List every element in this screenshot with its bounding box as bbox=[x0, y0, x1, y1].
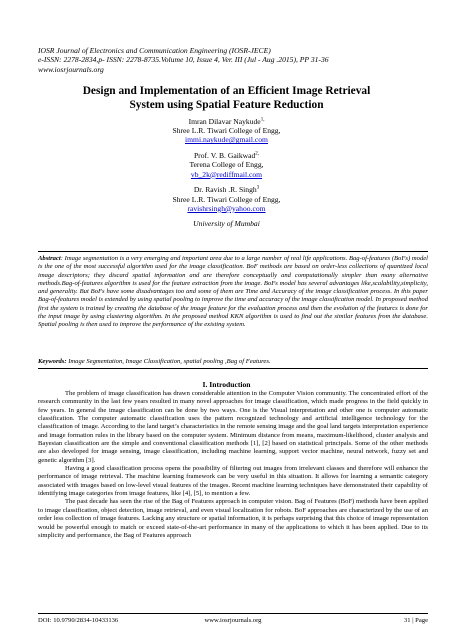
keywords-label: Keywords: bbox=[38, 358, 67, 365]
author-email-link[interactable]: immi.naykude@gmail.com bbox=[185, 135, 268, 145]
author-sup: 2, bbox=[255, 151, 260, 157]
author-name: Dr. Ravish .R. Singh bbox=[193, 185, 257, 195]
author-email-link[interactable]: ravishrsingh@yahoo.com bbox=[187, 203, 266, 213]
keywords-bottom-rule bbox=[38, 368, 428, 369]
paragraph: Having a good classification process opens the possibility of filtering out images from irrelevant classes and therefore will enhance the performance of image retrieval. The machine learning framework can be very useful in this situation. It allows for learning a semantic category associated with images based on low-level visual features of the images. Recent machine learning techniques have demonstrated their capability of identifying image categories from image features, like [4], [5], to mention a few. bbox=[38, 465, 428, 498]
author-1 bbox=[0, 117, 453, 145]
journal-issn: e-ISSN: 2278-2834,p- ISSN: 2278-8735.Volume 10, Issue 4, Ver. III (Jul - Aug .2015), PP 31-36 bbox=[38, 55, 329, 65]
paragraph: The problem of image classification has drawn considerable attention in the Computer Vision community. The concentrated effort of the research community in the last few years resulted in many novel approaches for image classification, which made progress in the field quickly in few years. In general the image classification can be done by two ways. One is the Visual interpretation and other one is computer automatic classification. The computer automatic classification uses the pattern recognized technology and artificial intelligence technology for the classification of image. According to the land target’s characteristics in the remote sensing image and the goal land targets interpretation experience and image formation rules in the library based on the computer system. Minimum distance from means, maximum-likelihood, cluster analysis and Bayesian classification are the simple and conventional classification methods [1], [2] based on statistical principals. Some of the other methods are also developed for image sensing, image classification, including machine learning, support vector machine, neural network, fuzzy set and genetic algorithm [3]. bbox=[38, 390, 428, 464]
journal-header bbox=[38, 46, 428, 74]
section-heading: I. Introduction bbox=[202, 380, 251, 389]
abstract-label: Abstract bbox=[38, 255, 61, 262]
body-text bbox=[38, 390, 428, 540]
author-name: Imran Dilavar Naykude bbox=[188, 117, 261, 126]
author-name: Prof. V. B. Gaikwad bbox=[193, 151, 256, 161]
author-3 bbox=[0, 185, 453, 213]
paper-title bbox=[30, 84, 423, 112]
author-2 bbox=[0, 151, 453, 179]
author-affiliation: Shree L.R. Tiwari College of Engg, bbox=[172, 194, 281, 204]
title-line-2: System using Spatial Feature Reduction bbox=[129, 99, 324, 111]
author-affiliation: Terena College of Engg, bbox=[189, 160, 264, 170]
abstract-text: : Image segmentation is a very emerging and important area due to a large number of real life applications. Bag-of-features (BoFs) model is the one of the most successful algorithm used for the image classification. BoF methods are based on order-less collections of quantized local image descriptors; they discard spatial information and are therefore conceptually and computationally simpler than many alternative methods.Bag-of-features algorithm is used for the feature extraction from the image. BoFs model has several advantages like,scalability,simplicity, and generality. But BoFs have some disadvantages too and some of them are Time and Accuracy of the image classification process. In this paper Bag-of-features model is extended by using spatial pooling to improve the time and accuracy of the image classification model. In proposed method first the system is trained by creating the database of the image feature for the evaluation process and then the evolution of the featurcs is done for the input image by using clustering algorithm. In the proposed method KKN algorithm is used to find out the similar features from the database. Spatial pooling is then used to improve the performance of the existing system. bbox=[38, 255, 428, 328]
abstract bbox=[38, 255, 428, 329]
title-line-1: Design and Implementation of an Efficient Image Retrieval bbox=[82, 85, 371, 97]
footer-rule bbox=[38, 613, 428, 614]
author-affiliation: Shree L.R. Tiwari College of Engg, bbox=[172, 126, 281, 136]
footer-doi: DOI: 10.9790/2834-10433136 bbox=[38, 617, 119, 624]
author-email-link[interactable]: vb_2k@rediffmail.com bbox=[190, 169, 263, 179]
footer-site: www.iosrjournals.org bbox=[204, 617, 262, 624]
author-block bbox=[0, 117, 453, 228]
footer-page-number: 31 | Page bbox=[403, 617, 428, 624]
paragraph: The past decade has seen the rise of the Bag of Features approach in computer vision. Bag of Features (BoF) methods have been applied to image classification, object detection, image retrieval, and even visual localization for robots. BoF approaches are characterized by the use of an order less collection of image features. Lacking any structure or spatial information, it is perhaps surprising that this choice of image representation would be powerful enough to match or exceed state-of-the-art performance in many of the applications to which it has been applied. Due to its simplicity and performance, the Bag of Features approach bbox=[38, 498, 428, 539]
keywords bbox=[38, 358, 428, 366]
university: University of Mumbai bbox=[193, 218, 260, 228]
abstract-top-rule bbox=[38, 251, 428, 252]
author-sup: 3 bbox=[256, 185, 260, 191]
keywords-text: Image Segmentation, Image Classification, spatial pooling ,Bag of Features. bbox=[66, 358, 271, 365]
journal-name: IOSR Journal of Electronics and Communication Engineering (IOSR-JECE) bbox=[38, 46, 271, 55]
author-sup: 1, bbox=[260, 117, 265, 123]
journal-website: www.iosrjournals.org bbox=[38, 64, 104, 74]
